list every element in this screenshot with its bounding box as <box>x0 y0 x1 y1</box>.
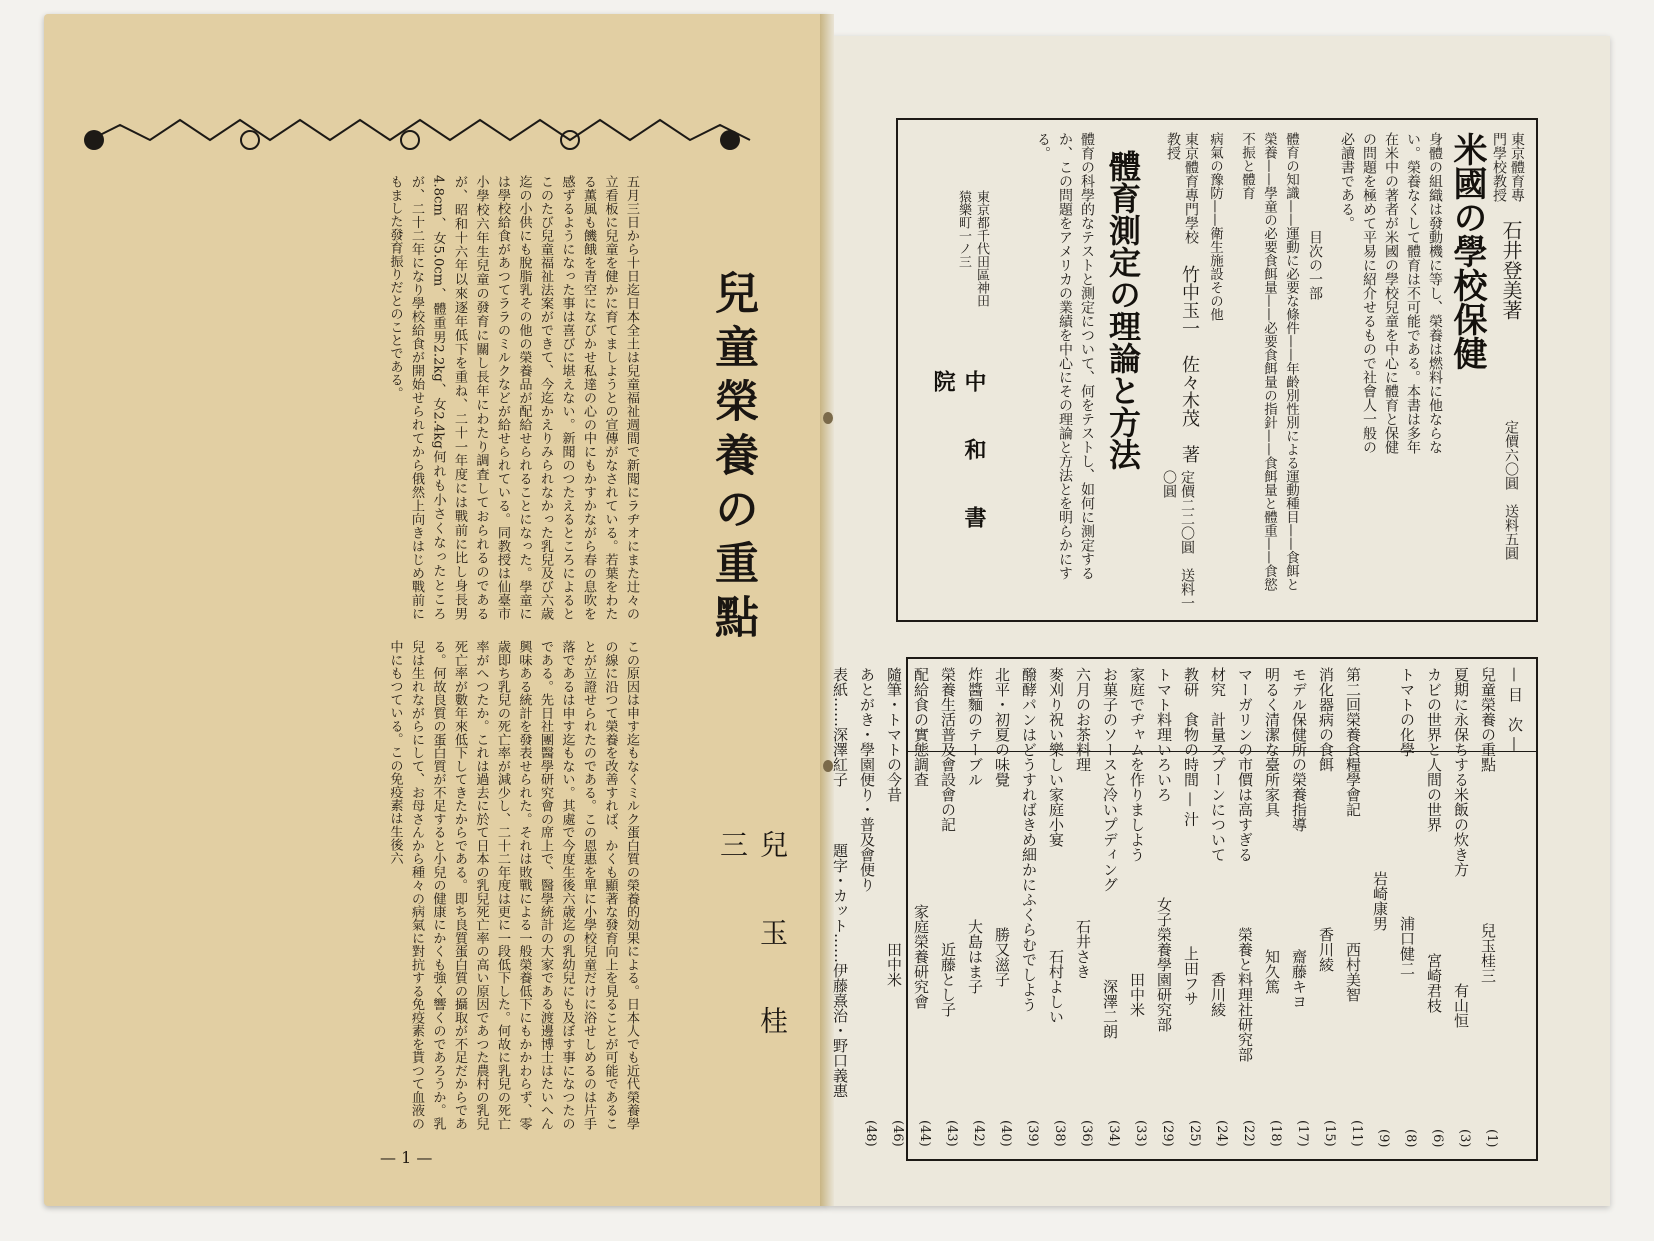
toc-title: 明るく清潔な臺所家具 <box>1263 667 1281 817</box>
article-title: 兒童榮養の重點 <box>707 270 758 648</box>
toc-author: 石村よしい <box>1047 949 1065 1025</box>
ad2-price: 定價二二〇圓 送料一〇圓 <box>1161 470 1195 610</box>
ad2-affiliation: 東京體育專門學校教授 <box>1165 132 1199 244</box>
toc-row[interactable] <box>1013 667 1040 1147</box>
toc-heading: — 目 次 — <box>1506 667 1524 752</box>
toc-author: 深澤二朗 <box>1101 979 1119 1040</box>
toc-title: 配給食の實態調査 <box>912 667 930 787</box>
toc-rows <box>824 667 1526 1147</box>
toc-author: 香川綾 <box>1209 971 1227 1017</box>
ad1-title: 米國の學校保健 <box>1447 132 1487 370</box>
toc-row[interactable] <box>1283 667 1310 1147</box>
toc-row[interactable] <box>1418 667 1445 1147</box>
toc-author: 田中米 <box>1128 971 1146 1017</box>
toc-page: (17) <box>1295 1120 1310 1147</box>
toc-page: (36) <box>1079 1120 1094 1147</box>
toc-author: 有山恒 <box>1452 983 1470 1029</box>
toc-page: (18) <box>1268 1120 1283 1147</box>
toc-row[interactable] <box>1229 667 1256 1147</box>
toc-title: 北平・初夏の味覺 <box>993 667 1011 787</box>
ad2-title: 體育測定の理論と方法 <box>1104 150 1142 470</box>
article-author: 兒 玉 桂 三 <box>716 830 789 1094</box>
toc-title: 消化器病の食餌 <box>1317 667 1335 772</box>
toc-page: (39) <box>1025 1120 1040 1147</box>
toc-title: モデル保健所の榮養指導 <box>1290 667 1308 832</box>
toc-title: あとがき・學園便り・普及會便り <box>858 667 876 892</box>
toc-title: カビの世界と人間の世界 <box>1425 667 1443 832</box>
toc-title: 榮養生活普及會設會の記 <box>939 667 957 832</box>
toc-title: マーガリンの市價は高すぎる <box>1236 667 1254 862</box>
floral-ornament <box>80 115 780 165</box>
toc-row[interactable] <box>1040 667 1067 1147</box>
toc-page: (22) <box>1241 1120 1256 1147</box>
toc-page: (25) <box>1187 1120 1202 1147</box>
toc-row[interactable] <box>1337 667 1364 1147</box>
publisher-address: 東京都千代田區神田猿樂町一ノ三 <box>956 190 989 307</box>
page-number: — 1 — <box>380 1148 433 1167</box>
toc-row[interactable] <box>1121 667 1148 1147</box>
toc-author: 家庭榮養研究會 <box>912 904 930 1010</box>
toc-page: (24) <box>1214 1120 1229 1147</box>
toc-page: (34) <box>1106 1120 1121 1147</box>
ad1-price: 定價六〇圓 送料五圓 <box>1503 420 1519 560</box>
toc-title: お菓子のソースと冷いプディング <box>1101 667 1119 892</box>
toc-author: 近藤とし子 <box>939 941 957 1017</box>
toc-title: 材究 計量スプーンについて <box>1209 667 1227 862</box>
toc-title: 麥刈り祝い樂しい家庭小宴 <box>1047 667 1065 847</box>
toc-row[interactable] <box>1472 667 1499 1147</box>
toc-row[interactable] <box>905 667 932 1147</box>
toc-page: (38) <box>1052 1120 1067 1147</box>
toc-author: 香川綾 <box>1317 926 1335 972</box>
toc-row[interactable] <box>1175 667 1202 1147</box>
toc-title: トマト料理いろいろ <box>1155 667 1173 802</box>
ad1-author: 石井登美著 <box>1499 220 1523 320</box>
toc-page: (8) <box>1403 1128 1418 1147</box>
toc-row[interactable] <box>1067 667 1094 1147</box>
toc-title: 教研 食物の時間 — 汁 <box>1182 667 1200 827</box>
toc-title: 夏期に永保ちする米飯の炊き方 <box>1452 667 1470 877</box>
toc-page: (46) <box>890 1120 905 1147</box>
table-of-contents <box>831 657 1538 1161</box>
toc-title: 醱酵パンはどうすればきめ細かにふくらむでしよう <box>1020 667 1038 1012</box>
toc-item: 體育の知識——運動に必要な條件——年齡別性別による運動種目——食餌と榮養——學童の必要食餌量——必要食餌量の指針——食餌量と體重——食慾不振と體育 <box>1239 132 1299 591</box>
toc-row[interactable] <box>1445 667 1472 1147</box>
toc-row[interactable] <box>986 667 1013 1147</box>
toc-title: 炸醬麵のテーブル <box>966 667 984 787</box>
toc-row[interactable] <box>1364 667 1391 1147</box>
toc-row[interactable] <box>959 667 986 1147</box>
toc-page: (33) <box>1133 1120 1148 1147</box>
toc-title: 家庭でヂャムを作りましよう <box>1128 667 1146 862</box>
toc-credit-cover: 表紙……深澤紅子 <box>831 667 849 787</box>
toc-author: 女子榮養學園研究部 <box>1155 896 1173 1032</box>
toc-row[interactable] <box>1391 667 1418 1147</box>
toc-author: 浦口健二 <box>1398 915 1416 976</box>
toc-title: 六月のお茶料理 <box>1074 667 1092 772</box>
toc-author: 石井さき <box>1074 919 1092 980</box>
toc-author: 大島はま子 <box>966 919 984 995</box>
article-body-upper: 五月三日から十日迄日本全土は兒童福祉週間で新聞にラヂオにまた辻々の立看板に兒童を健かに育てましようとの宣傳がなされている。若葉をわたる薫風も饑餓を青空になびかせ私達の心の中にもかすかながら春の息吹を感ずるようになった事は喜びに堪えない。新聞のつたえるところによるとこのたび兒童福祉法案ができて、今迄かえりみられなかった乳兒及び六歳迄の小供にも脫脂乳その他の榮養品が配給せられることになった。學童には學校給食があつてララのミルクなどが給せられている。同教授は仙臺市小學校六年生兒童の發育に關し長年にわたり調査しておられるのであるが、昭和十六年以來逐年低下を重ね、二十一年度には戰前に比し身長男4.8cm、女5.0cm、體重男2.2kg、女2.4kg何れも小さくなったところが、二十二年になり學校給食が開始せられてから俄然上向きはじめ戰前にもました發育振りだとのことである。 <box>387 175 639 620</box>
toc-row[interactable] <box>851 667 878 1147</box>
toc-page: (15) <box>1322 1120 1337 1147</box>
toc-row[interactable] <box>1310 667 1337 1147</box>
toc-credit-title-cut: 題字・カット……伊藤熹治・野口義惠 <box>831 842 849 1098</box>
toc-row[interactable] <box>932 667 959 1147</box>
toc-author: 勝又滋子 <box>993 926 1011 987</box>
staple-hole <box>823 412 833 424</box>
toc-item: 病氣の豫防——衛生施設その他 <box>1207 132 1223 321</box>
toc-page: (3) <box>1457 1128 1472 1147</box>
publisher-name: 中 和 書 院 <box>930 370 987 574</box>
toc-row[interactable] <box>1256 667 1283 1147</box>
toc-page: (29) <box>1160 1120 1175 1147</box>
toc-author: 齋藤キヨ <box>1290 949 1308 1010</box>
ad1-description: 身體の組織は發動機に等し、榮養は燃料に他ならない。榮養なくして體育は不可能である。本書は多年在米中の著者が米國の學校兒童を中心に體育と保健の問題を極めて平易に紹介せるもので社會人一般の必讀書である。 <box>1339 132 1443 454</box>
ad2-description: 體育の科學的なテストと測定について、何をテストし、如何に測定するか、この問題をアメリカの業績を中心にその理論と方法とを明らかにする。 <box>1035 132 1095 580</box>
article-body-lower: この原因は申す迄もなくミルク蛋白質の榮養的効果による。日本人でも近代榮養學の線に沿つて榮養を改善すれば、かくも顯著な發育向上を見ることが可能であることが立證せられたのである。この恩惠を單に小學校兒童だけに浴せしめるのは片手落であるは申す迄もない。其處で今度生後六歳迄の乳幼兒にも及ぼす事になつたのである。先日社團醫學研究會の席上で、醫學統計の大家である渡邊博士はたいへん興味ある統計を發表せられた。それは敗戰による一般榮養低下にもかかわらず、零歳即ち乳兒の死亡率が減少し、二十二年度は更に一段低下した。何故に乳兒の死亡率がへつたか。これは過去に於て日本の乳兒死亡率の高い原因であつた農村の乳兒死亡率が數年來低下してきたからである。即ち良質蛋白質の攝取が不足だからである。何故良質の蛋白質が不足すると小兒の健康にかくも強く響くのであろうか。乳兒は生れながらにして、お母さんから種々の病氣に對抗する免疫素を貰つて血液の中にもつている。この免疫素は生後六 <box>387 640 639 1130</box>
toc-page: (44) <box>917 1120 932 1147</box>
toc-title: 兒童榮養の重點 <box>1479 667 1497 772</box>
toc-author: 宮崎君枝 <box>1425 953 1443 1014</box>
toc-author: 兒玉桂三 <box>1479 923 1497 984</box>
toc-title: 第二回榮養食糧學會記 <box>1344 667 1362 817</box>
ad2-author: 竹中玉一 佐々木茂 著 <box>1179 265 1200 463</box>
toc-row[interactable] <box>1148 667 1175 1147</box>
toc-page: (48) <box>863 1120 878 1147</box>
toc-row[interactable] <box>1094 667 1121 1147</box>
toc-title: 隨筆・トマトの今昔 <box>885 667 903 802</box>
toc-page: (1) <box>1484 1128 1499 1147</box>
toc-page: (9) <box>1376 1128 1391 1147</box>
toc-page: (6) <box>1430 1128 1445 1147</box>
toc-author: 岩崎康男 <box>1371 870 1389 931</box>
toc-credits-row <box>824 667 851 1147</box>
toc-row[interactable] <box>878 667 905 1147</box>
toc-page: (11) <box>1349 1120 1364 1147</box>
toc-page: (40) <box>998 1120 1013 1147</box>
toc-page: (42) <box>971 1120 986 1147</box>
toc-heading: 目次の一部 <box>1307 230 1323 300</box>
toc-page: (43) <box>944 1120 959 1147</box>
toc-heading-row <box>1499 667 1526 1147</box>
toc-author: 知久篤 <box>1263 949 1281 995</box>
toc-author: 西村美智 <box>1344 941 1362 1002</box>
toc-row[interactable] <box>1202 667 1229 1147</box>
ad1-affiliation: 東京體育專門學校教授 <box>1491 132 1525 202</box>
book-advertisement <box>896 118 1538 622</box>
toc-author: 榮養と料理社研究部 <box>1236 926 1254 1062</box>
toc-author: 上田フサ <box>1182 946 1200 1007</box>
toc-title: トマトの化學 <box>1398 667 1416 757</box>
toc-author: 田中米 <box>885 941 903 987</box>
